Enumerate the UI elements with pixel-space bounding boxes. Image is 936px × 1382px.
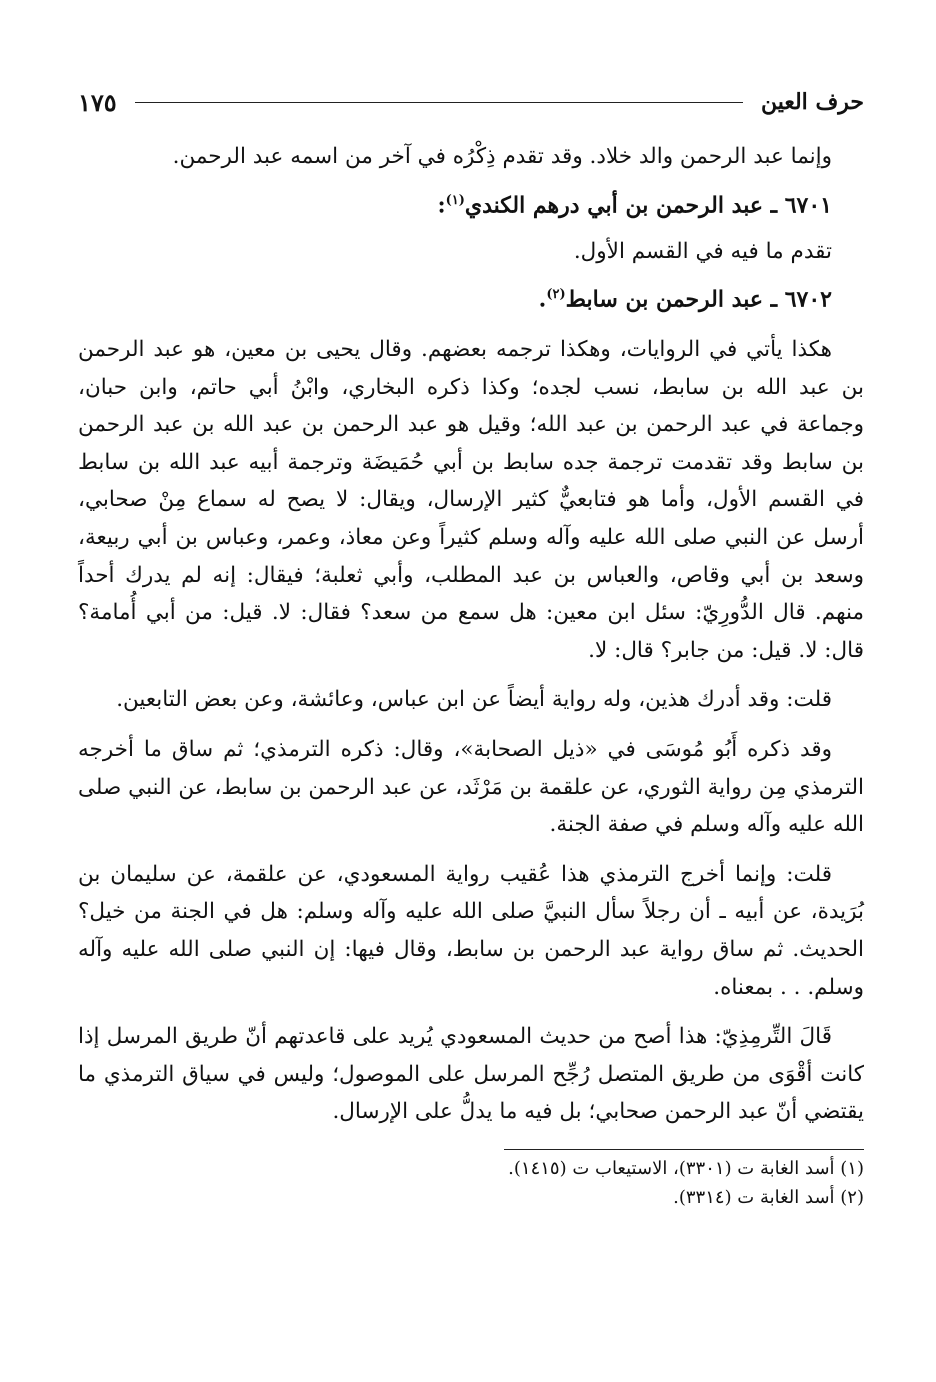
footnote-2: (٢) أسد الغابة ت (٣٣١٤).: [673, 1186, 864, 1208]
footnote-ref-1: (١): [445, 192, 465, 208]
paragraph-4: قلت: وإنما أخرج الترمذي هذا عُقيب رواية المسعودي، عن علقمة، عن سليمان بن بُرَيدة، عن أبيه ـ أن رجلاً سأل النبيَّ صلى الله عليه وآله وسلم: هل في الجنة من خيل؟ الحديث. ثم ساق رواية عبد الرحمن بن سابط، وقال فيها: إن النبي صلى الله عليه وآله وسلم. . . بمعناه.: [78, 861, 864, 1000]
paragraph-2: قلت: وقد أدرك هذين، وله رواية أيضاً عن ابن عباس، وعائشة، وعن بعض التابعين.: [116, 687, 832, 713]
continuation-line: وإنما عبد الرحمن والد خلاد. وقد تقدم ذِكْرُه في آخر من اسمه عبد الرحمن.: [172, 144, 832, 169]
footnote-separator: [504, 1149, 864, 1150]
paragraph-5: قَالَ التِّرمِذِيّ: هذا أصح من حديث المسعودي يُريد على قاعدتهم أنّ طريق المرسل إذا كانت أقْوَى من طريق المتصل رُجِّح المرسل على الموصول؛ وليس في سياق الترمذي ما يقتضي أنّ عبد الرحمن صحابي؛ بل فيه ما يدلُّ على الإرسال.: [78, 1024, 864, 1125]
entry-6701-tail: :: [437, 191, 446, 218]
footnote-ref-2: (٢): [546, 287, 566, 303]
book-page: [78, 80, 864, 1352]
entry-6701-heading: [78, 182, 864, 225]
paragraph-3: وقد ذكره أَبُو مُوسَى في «ذيل الصحابة»، وقال: ذكره الترمذي؛ ثم ساق ما أخرجه الترمذي مِن رواية الثوري، عن علقمة بن مَرْثَد، عن عبد الرحمن بن سابط، عن النبي صلى الله عليه وآله وسلم في صفة الجنة.: [78, 736, 864, 838]
chapter-title: حرف العين: [760, 89, 864, 115]
entry-6701-title: ٦٧٠١ ـ عبد الرحمن بن أبي درهم الكندي: [464, 191, 832, 218]
entry-6702-title: ٦٧٠٢ ـ عبد الرحمن بن سابط: [565, 286, 832, 313]
page-number: ١٧٥: [78, 87, 117, 117]
entry-6702-heading: [78, 276, 864, 319]
header-rule: [135, 102, 743, 103]
footnotes: [78, 1154, 864, 1212]
page-header: [78, 80, 864, 124]
entry-6702-tail: .: [538, 286, 547, 313]
paragraph-1: هكذا يأتي في الروايات، وهكذا ترجمه بعضهم. وقال يحيى بن معين، هو عبد الرحمن بن عبد الله بن سابط، نسب لجده؛ وكذا ذكره البخاري، وابْنُ أبي حاتم، وابن حبان، وجماعة في عبد الرحمن بن عبد الله؛ وقيل هو عبد الرحمن بن عبد الله بن عبد الرحمن بن سابط وقد تقدمت ترجمة جده سابط بن أبي حُمَيضَة وترجمة أبيه عبد الله بن سابط في القسم الأول، وأما هو فتابعيٌّ كثير الإرسال، ويقال: لا يصح له سماع مِنْ صحابي، أرسل عن النبي صلى الله عليه وآله وسلم كثيراً وعن معاذ، وعمر، وعباس بن أبي ربيعة، وسعد بن أبي وقاص، والعباس بن عبد المطلب، وأبي ثعلبة؛ فيقال: إنه لم يدرك أحداً منهم. قال الدُّورِيّ: سئل ابن معين: هل سمع من سعد؟ فقال: لا. قيل: من أبي أُمامة؟ قال: لا. قيل: من جابر؟ قال: لا.: [78, 337, 864, 663]
page-body: [78, 138, 864, 1212]
footnote-1: (١) أسد الغابة ت (٣٣٠١)، الاستيعاب ت (١٤١٥).: [508, 1157, 864, 1179]
entry-6701-note: تقدم ما فيه في القسم الأول.: [573, 238, 832, 264]
